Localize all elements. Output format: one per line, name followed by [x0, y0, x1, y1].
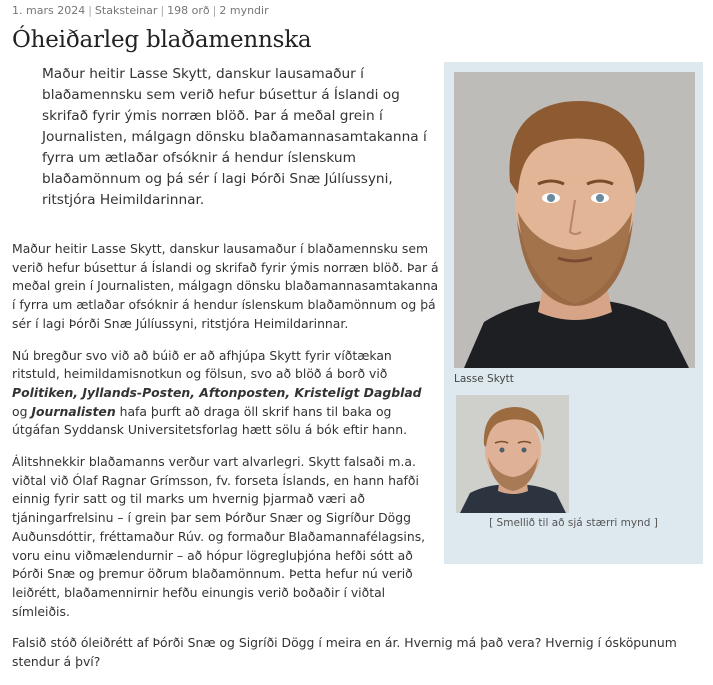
publication-politiken: Politiken [12, 384, 74, 400]
article-lead: Maður heitir Lasse Skytt, danskur lausamaður í blaðamennsku sem verið hefur búsettur á Íslandi og skrifað fyrir ýmis norræn blöð. Þar á meðal grein í Journalisten, málgagn dönsku blaðamannasamtakanna í fyrra um ætlaðar ofsóknir á hendur íslenskum blaðamönnum og þá sér í lagi Þórði Snæ Júlíussyni, ritstjóra Heimildarinnar. [42, 66, 427, 208]
enlarge-image-link[interactable]: [ Smellið til að sjá stærri mynd ] [489, 517, 658, 529]
publication-aftonposten: Aftonposten [199, 384, 286, 400]
portrait-icon [456, 395, 569, 513]
image-sidebar [444, 62, 703, 564]
article-image-count: 2 myndir [219, 4, 269, 17]
body-paragraph-4: Falsið stóð óleiðrétt af Þórði Snæ og Sigríði Dögg í meira en ár. Hvernig má það vera? Hvernig í ósköpunum stendur á því? [12, 635, 677, 670]
body-paragraph-3: Álitshnekkir blaðamanns verður vart alvarlegri. Skytt falsaði m.a. viðtal við Ólaf Ragnar Grímsson, fv. forseta Íslands, en hann hafði einnig fyrir satt og til marks um hvernig þjarmað væri að tjáningarfrelsinu – í grein þar sem Þórður Snær og Sigríður Dögg Auðunsdóttir, fréttamaður Rúv. og formaður Blaðamannafélagsins, voru einu viðmælendurnir – að hópur lögregluþjóna hefði sótt að Þórði Snæ og þremur öðrum blaðamönnum. Þetta hefur nú verið leiðrétt, blaðamennirnir hefðu einungis verið boðaðir í viðtal símleiðis. [12, 454, 426, 619]
article-word-count: 198 orð [167, 4, 210, 17]
body-paragraph-1: Maður heitir Lasse Skytt, danskur lausamaður í blaðamennsku sem verið hefur búsettur á Íslandi og skrifað fyrir ýmis norræn blöð. Þar á meðal grein í Journalisten, málgagn dönsku blaðamannasamtakanna í fyrra um ætlaðar ofsóknir á hendur íslenskum blaðamönnum og þá sér í lagi Þórði Snæ Júlíussyni, ritstjóra Heimildarinnar. [12, 241, 439, 331]
article-date: 1. mars 2024 [12, 4, 86, 17]
lasse-skytt-photo[interactable] [454, 72, 695, 368]
article-title: Óheiðarleg blaðamennska [12, 27, 312, 53]
publication-kristeligt-dagblad: Kristeligt Dagblad [294, 384, 422, 400]
article-meta: 1. mars 2024 | Staksteinar | 198 orð | 2 myndir [12, 4, 269, 17]
secondary-photo-thumbnail[interactable] [456, 395, 569, 513]
article-category[interactable]: Staksteinar [94, 4, 158, 17]
portrait-icon [454, 72, 695, 368]
publication-journalisten: Journalisten [31, 403, 116, 419]
publication-jyllands-posten: Jyllands-Posten [82, 384, 191, 400]
body-paragraph-2: Nú bregður svo við að búið er að afhjúpa Skytt fyrir víðtækan ritstuld, heimildamisnotkun og fölsun, svo að blöð á borð við Politiken, Jyllands-Posten, Aftonposten, Kristeligt Dagblad og Journalisten hafa þurft að draga öll skrif hans til baka og útgáfan Syddansk Universitetsforlag hætt sölu á bók eftir hann. [12, 347, 422, 438]
main-photo-caption: Lasse Skytt [454, 373, 514, 385]
